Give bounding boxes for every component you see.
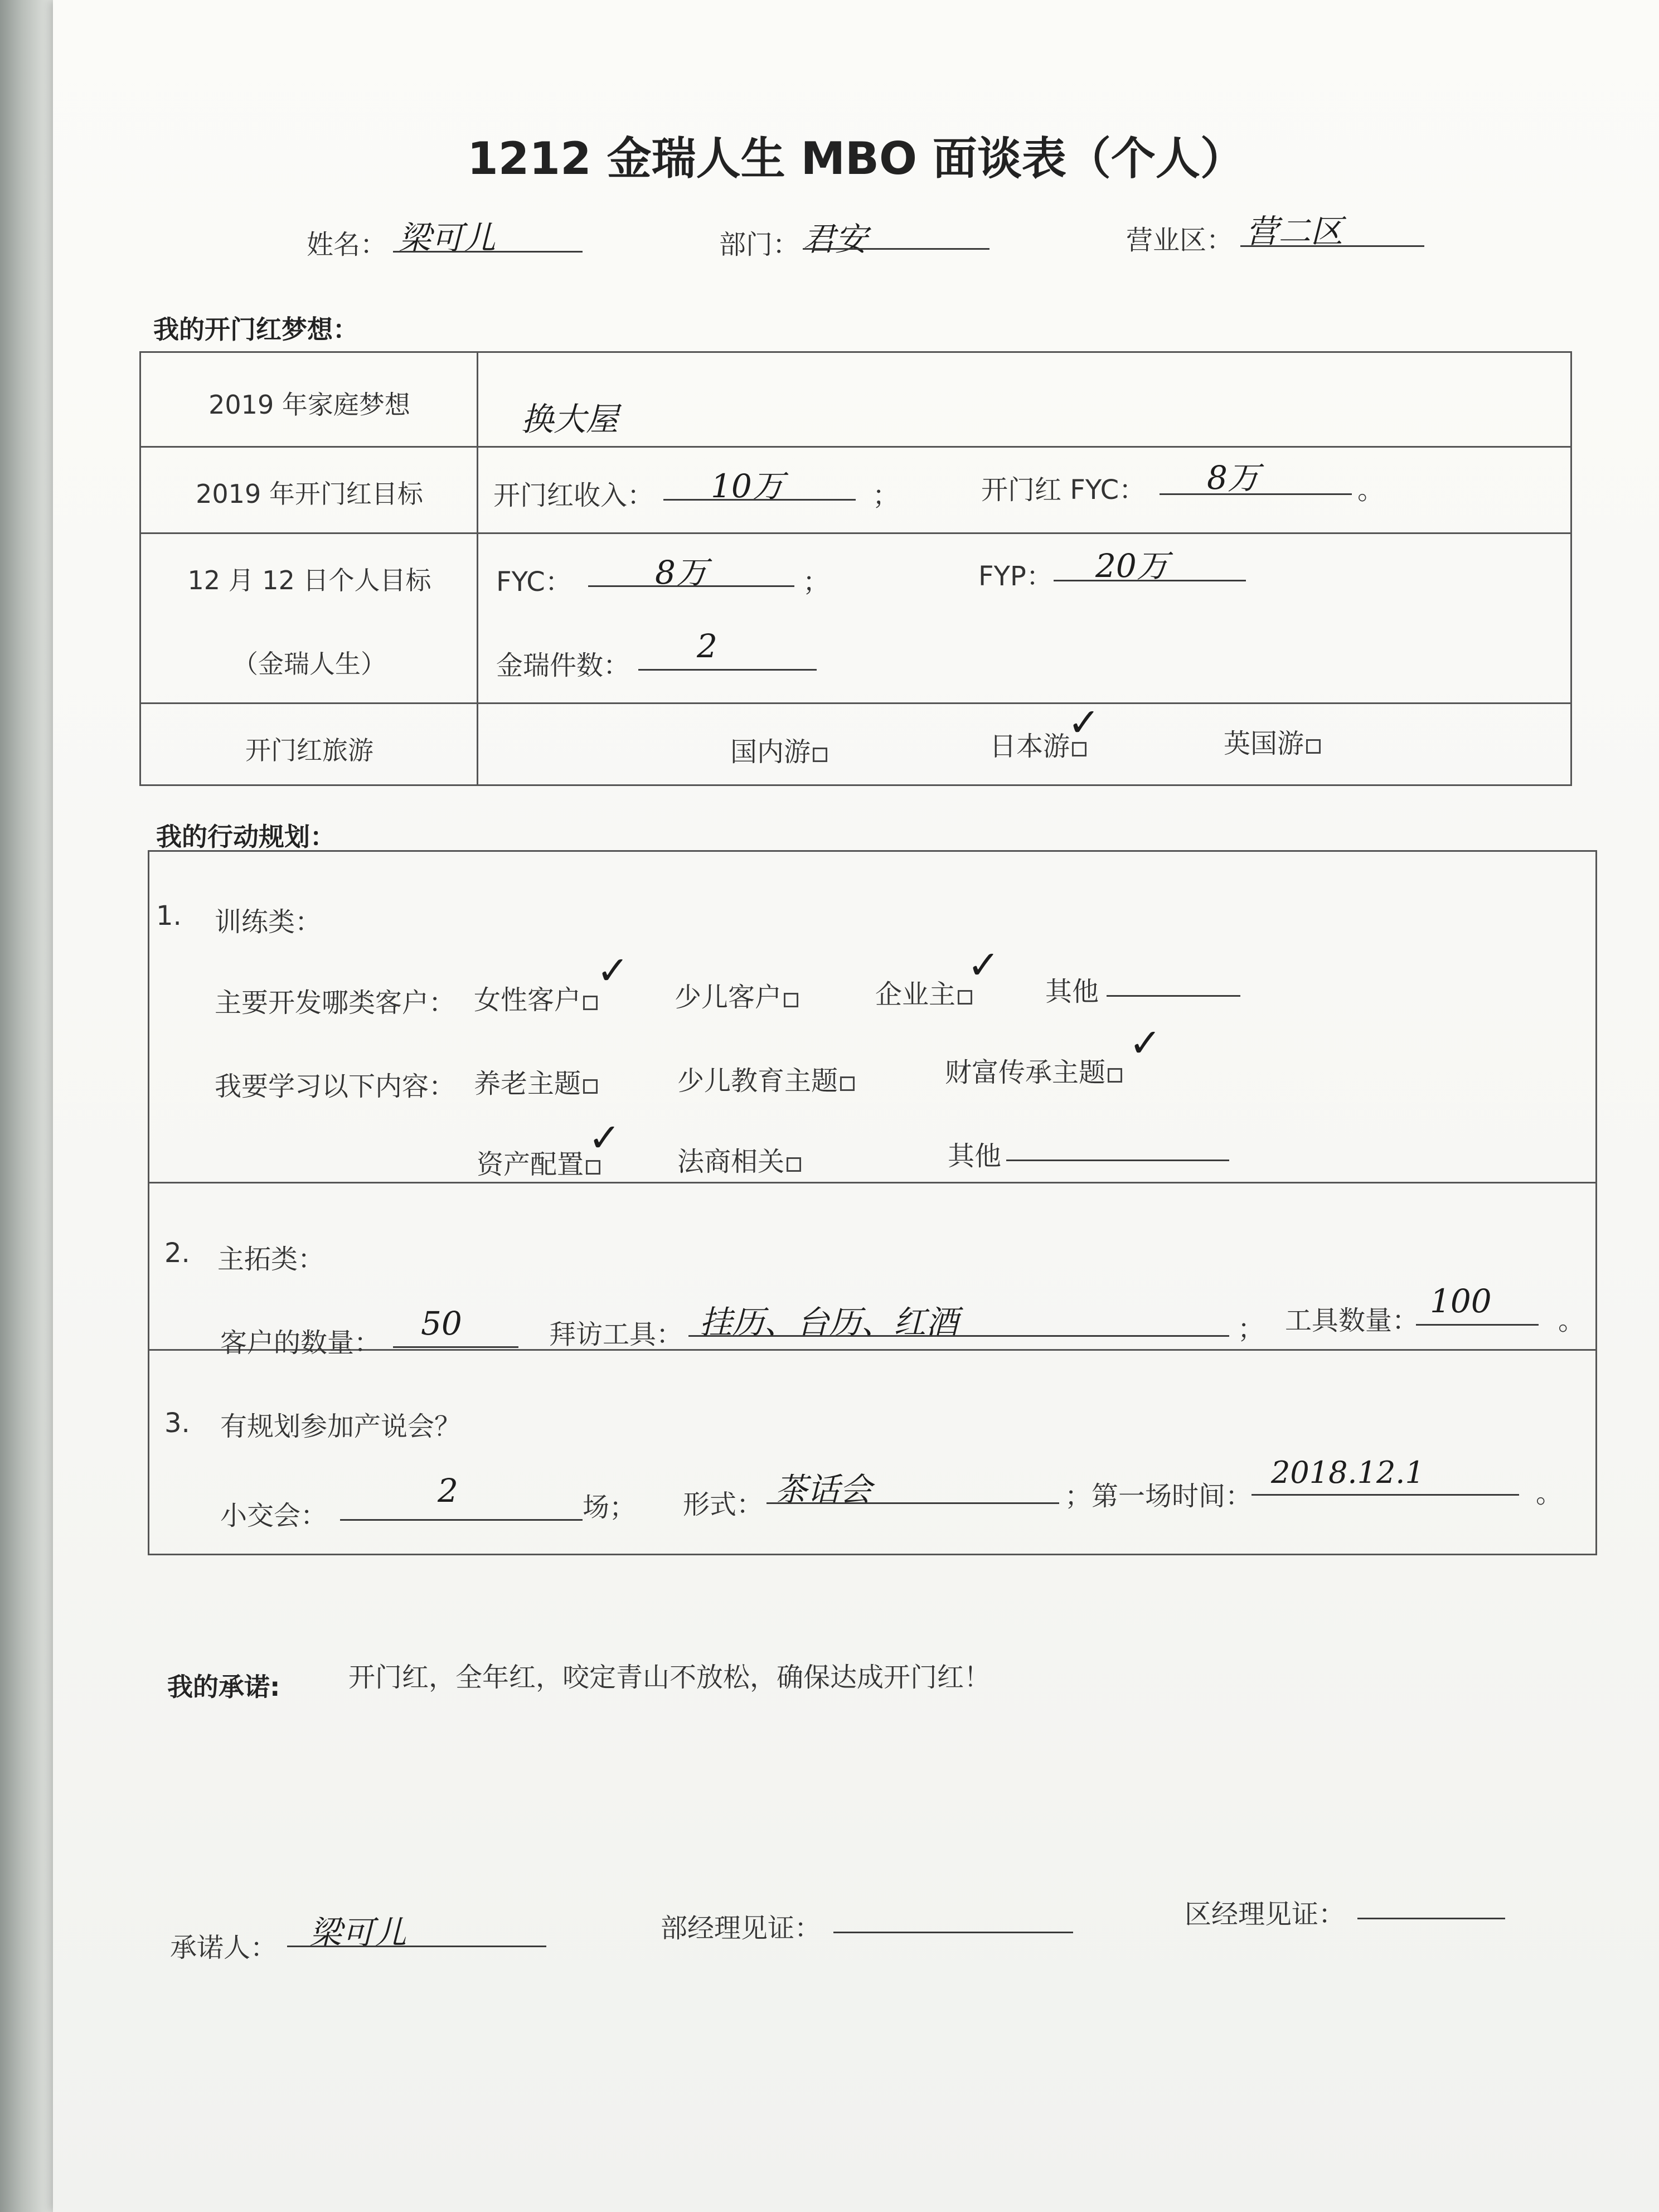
first-session-label: ；第一场时间：	[1065, 1481, 1253, 1512]
area-manager-label: 区经理见证：	[1185, 1899, 1346, 1930]
dev-opt-female-checkbox[interactable]	[583, 996, 598, 1010]
small-unit: 场；	[583, 1492, 637, 1523]
trip-uk-checkbox[interactable]	[1306, 739, 1321, 754]
learn-opt-education-checkbox[interactable]	[840, 1076, 855, 1091]
form-underline	[767, 1502, 1059, 1504]
dev-opt-child-checkbox[interactable]	[784, 993, 798, 1007]
name-label: 姓名：	[307, 229, 387, 260]
learn-opt-law-checkbox[interactable]	[787, 1157, 801, 1172]
trip-label: 开门红旅游	[245, 735, 373, 765]
dev-opt-child[interactable]	[675, 976, 798, 1014]
action-section-heading: 我的行动规划：	[156, 822, 336, 852]
dev-opt-owner-checkbox[interactable]	[958, 990, 972, 1005]
dept-manager-underline[interactable]	[833, 1932, 1073, 1933]
learn-other-label: 其他	[948, 1141, 1002, 1172]
dream-row-line-1	[139, 446, 1572, 448]
learn-other-underline	[1006, 1160, 1229, 1161]
fyc-underline	[1160, 493, 1352, 495]
dec12-target-sub: （金瑞人生）	[232, 649, 386, 679]
form-value: 茶话会	[775, 1471, 872, 1508]
form-title: 1212 金瑞人生 MBO 面谈表（个人）	[467, 133, 1245, 185]
fyp-underline	[1054, 580, 1246, 581]
promiser-underline	[287, 1946, 546, 1947]
promiser-signature: 梁可儿	[309, 1914, 407, 1952]
fyp-value: 20万	[1095, 547, 1169, 585]
area-underline	[1240, 245, 1424, 247]
promise-label: 我的承诺:	[167, 1672, 280, 1702]
learn-opt-education[interactable]	[677, 1059, 855, 1098]
learn-opt-pension-checkbox[interactable]	[583, 1079, 598, 1094]
dev-other-underline	[1107, 995, 1240, 997]
action-row-line-1	[148, 1182, 1597, 1183]
income-label: 开门红收入：	[493, 480, 654, 511]
tools-count-value: 100	[1430, 1282, 1492, 1320]
dec12-target-label: 12 月 12 日个人目标	[187, 565, 431, 595]
tools-count-underline	[1416, 1324, 1539, 1326]
count-value: 2	[697, 627, 717, 665]
s3-title: 有规划参加产说会？	[220, 1411, 462, 1442]
family-dream-label: 2019 年家庭梦想	[208, 390, 410, 420]
fyc2-label: FYC：	[496, 566, 572, 598]
tools-semicolon: ；	[1238, 1313, 1265, 1345]
first-session-period: 。	[1536, 1478, 1563, 1509]
dev-opt-child-label: 少儿客户	[675, 982, 782, 1013]
dev-opt-female-label: 女性客户	[474, 984, 581, 1016]
trip-domestic-label: 国内游	[730, 736, 811, 768]
tools-count-label: 工具数量：	[1285, 1305, 1419, 1336]
learn-label: 我要学习以下内容：	[215, 1071, 456, 1102]
tools-underline	[688, 1335, 1229, 1337]
name-value: 梁可儿	[399, 219, 496, 257]
dept-value: 君安	[803, 220, 868, 258]
small-underline	[340, 1519, 583, 1521]
dev-opt-owner-label: 企业主	[875, 979, 956, 1010]
income-underline	[663, 499, 856, 501]
family-dream-value: 换大屋	[521, 400, 619, 438]
dev-label: 主要开发哪类客户：	[215, 987, 456, 1018]
fyc-value: 8万	[1207, 459, 1260, 497]
trip-japan-label: 日本游	[989, 731, 1070, 762]
clients-value: 50	[421, 1304, 462, 1342]
promiser-label: 承诺人：	[170, 1932, 278, 1963]
fyc2-underline	[588, 585, 794, 587]
fyc2-value: 8万	[655, 554, 708, 591]
tools-value: 挂历、台历、红酒	[700, 1303, 959, 1341]
promise-text: 开门红，全年红，咬定青山不放松，确保达成开门红！	[348, 1662, 991, 1693]
dev-opt-female[interactable]	[474, 978, 598, 1017]
income-semicolon: ；	[872, 480, 900, 511]
small-value: 2	[438, 1472, 458, 1510]
learn-opt-law[interactable]	[677, 1140, 801, 1178]
trip-domestic-checkbox[interactable]	[813, 748, 827, 762]
form-paper	[53, 0, 1659, 2212]
tools-label: 拜访工具：	[549, 1319, 683, 1350]
learn-opt-asset-label: 资产配置	[477, 1149, 584, 1180]
learn-opt-pension-label: 养老主题	[474, 1068, 581, 1099]
dev-opt-owner-check-icon: ✓	[967, 942, 1000, 988]
first-session-underline	[1251, 1494, 1519, 1496]
fyc-label: 开门红 FYC：	[981, 474, 1146, 506]
small-label: 小交会：	[220, 1500, 328, 1531]
fyc2-semicolon: ；	[803, 566, 830, 598]
trip-uk-label: 英国游	[1224, 728, 1304, 759]
s1-number: 1.	[156, 900, 182, 932]
s2-number: 2.	[164, 1238, 190, 1269]
dev-opt-owner[interactable]	[875, 973, 972, 1011]
learn-opt-pension[interactable]	[474, 1062, 598, 1100]
first-session-value: 2018.12.1	[1271, 1455, 1424, 1490]
fyc-period: 。	[1357, 474, 1385, 506]
dept-underline	[803, 248, 989, 250]
dream-row-line-3	[139, 702, 1572, 704]
area-manager-underline[interactable]	[1357, 1918, 1505, 1919]
learn-opt-wealth-check-icon: ✓	[1129, 1020, 1162, 1066]
s1-title: 训练类：	[215, 906, 322, 938]
learn-opt-asset-check-icon: ✓	[588, 1115, 621, 1161]
learn-opt-asset-checkbox[interactable]	[586, 1160, 600, 1175]
learn-opt-wealth-checkbox[interactable]	[1108, 1068, 1122, 1083]
count-label: 金瑞件数：	[496, 650, 630, 681]
form-label: 形式：	[683, 1489, 764, 1520]
s3-number: 3.	[164, 1408, 190, 1439]
fyp-label: FYP：	[978, 561, 1053, 592]
income-value: 10万	[711, 467, 784, 505]
dream-section-heading: 我的开门红梦想：	[153, 314, 358, 345]
learn-opt-education-label: 少儿教育主题	[677, 1065, 838, 1097]
learn-opt-law-label: 法商相关	[677, 1146, 785, 1177]
trip-uk[interactable]	[1224, 722, 1321, 760]
learn-opt-wealth-label: 财富传承主题	[945, 1057, 1106, 1088]
dev-opt-female-check-icon: ✓	[596, 948, 629, 993]
count-underline	[638, 669, 817, 671]
name-underline	[393, 251, 583, 253]
dept-label: 部门：	[719, 229, 800, 260]
trip-domestic[interactable]	[730, 730, 827, 769]
s2-title: 主拓类：	[217, 1244, 325, 1275]
dept-manager-label: 部经理见证：	[661, 1913, 822, 1944]
action-table	[148, 850, 1597, 1555]
learn-opt-asset[interactable]	[477, 1143, 600, 1181]
trip-japan-check-icon: ✓	[1068, 700, 1100, 745]
dream-row-line-2	[139, 532, 1572, 534]
clients-label: 客户的数量：	[220, 1327, 381, 1359]
dev-other-label: 其他	[1045, 976, 1099, 1007]
target-2019-label: 2019 年开门红目标	[196, 479, 423, 509]
area-label: 营业区：	[1126, 225, 1234, 256]
clients-underline	[393, 1346, 518, 1348]
area-value: 营二区	[1246, 212, 1343, 250]
learn-opt-wealth[interactable]	[945, 1051, 1122, 1089]
dream-table-divider	[477, 351, 478, 786]
tools-count-period: 。	[1558, 1305, 1585, 1336]
